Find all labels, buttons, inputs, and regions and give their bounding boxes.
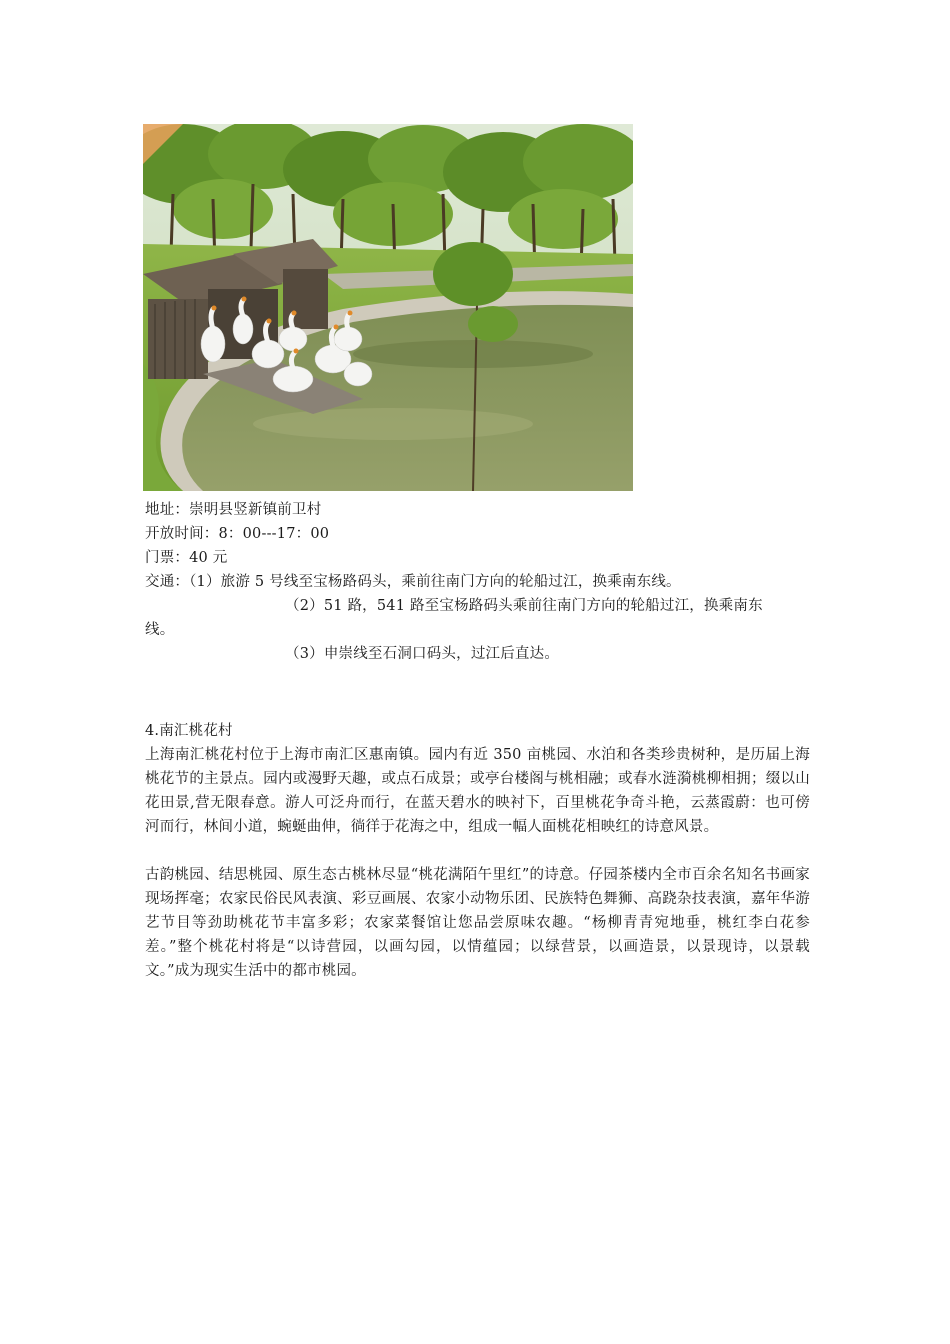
address-line: 地址：崇明县竖新镇前卫村 — [145, 502, 322, 518]
goose-pond-photo — [143, 124, 633, 491]
info-block — [145, 498, 810, 666]
section-block — [145, 719, 810, 983]
transport-line-2-continued: 线。 — [145, 622, 175, 638]
hours-line: 开放时间：8：00---17：00 — [145, 526, 330, 542]
section-paragraph-1: 上海南汇桃花村位于上海市南汇区惠南镇。园内有近 350 亩桃园、水泊和各类珍贵树种，是历届上海桃花节的主景点。园内或漫野天趣，或点石成景；或亭台楼阁与桃相融；或春水涟漪桃柳相拥；缀以山花田景,营无限春意。游人可泛舟而行，在蓝天碧水的映衬下，百里桃花争奇斗艳，云蒸霞蔚：也可傍河而行，林间小道，蜿蜒曲伸，徜徉于花海之中，组成一幅人面桃花相映红的诗意风景。 — [145, 747, 810, 835]
transport-line-3: （3）申崇线至石洞口码头，过江后直达。 — [285, 646, 560, 662]
section-heading: 4.南汇桃花村 — [145, 723, 233, 739]
paragraph-spacer — [145, 839, 810, 863]
section-paragraph-2: 古韵桃园、结思桃园、原生态古桃林尽显“桃花满陌午里红”的诗意。仔园茶楼内全市百余名知名书画家现场挥毫；农家民俗民风表演、彩豆画展、农家小动物乐团、民族特色舞狮、高跷杂技表演，嘉年华游艺节目等劲助桃花节丰富多彩；农家菜餐馆让您品尝原味农趣。“杨柳青青宛地垂，桃红李白花参差。”整个桃花村将是“以诗营园，以画勾园，以情蕴园；以绿营景，以画造景，以景现诗，以景载文。”成为现实生活中的都市桃园。 — [145, 867, 810, 979]
transport-line-1: 交通：（1）旅游 5 号线至宝杨路码头，乘前往南门方向的轮船过江，换乘南东线。 — [145, 574, 681, 590]
transport-line-2: （2）51 路，541 路至宝杨路码头乘前往南门方向的轮船过江，换乘南东 — [285, 598, 763, 614]
ticket-line: 门票：40 元 — [145, 550, 228, 566]
